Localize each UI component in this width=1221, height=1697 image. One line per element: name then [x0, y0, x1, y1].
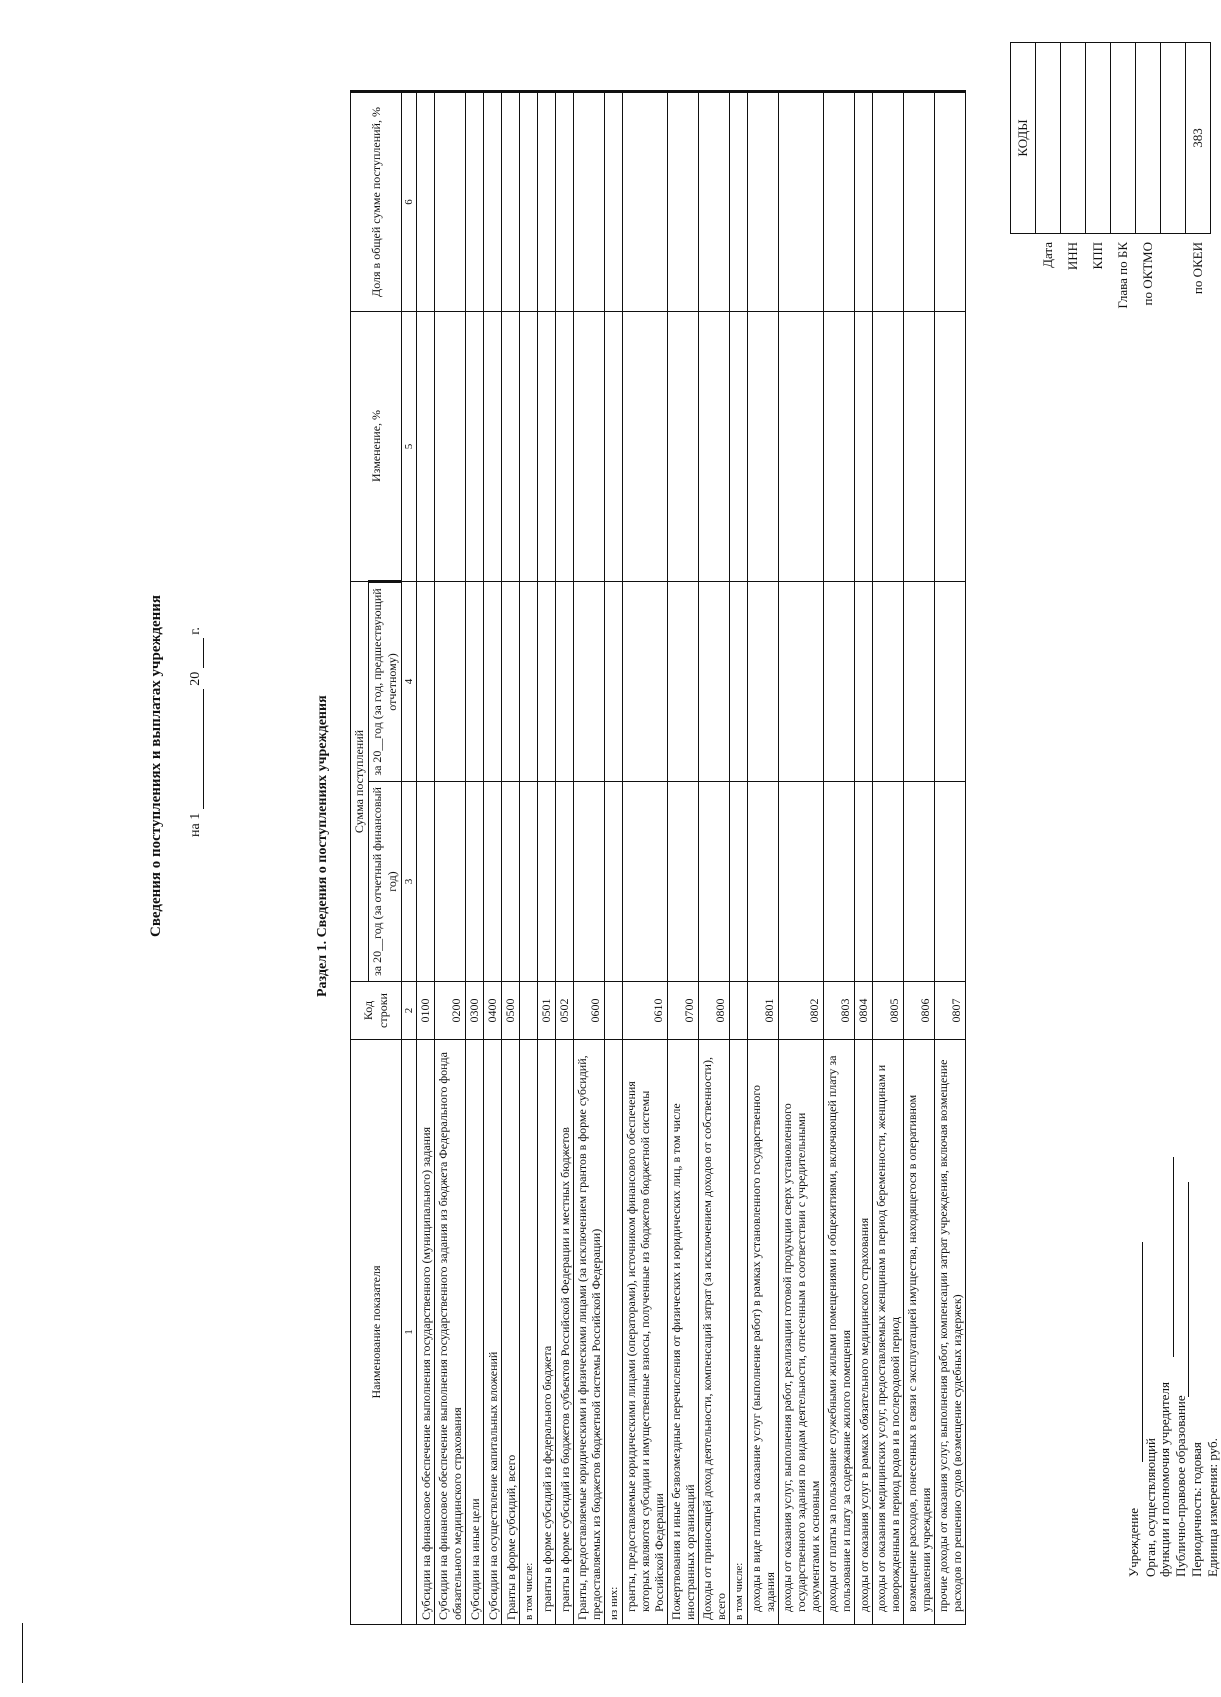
sum-current-cell[interactable]	[904, 782, 935, 982]
sum-previous-cell[interactable]	[779, 582, 824, 782]
change-cell[interactable]	[699, 312, 730, 582]
change-cell[interactable]	[502, 312, 520, 582]
share-cell[interactable]	[699, 92, 730, 312]
table-row	[520, 92, 538, 1625]
sum-current-cell[interactable]	[779, 782, 824, 982]
table-row	[668, 92, 699, 1625]
sum-current-cell[interactable]	[484, 782, 502, 982]
code-label: ИНН	[1065, 242, 1080, 271]
field-authority-2: функции и полномочия учредителя	[1157, 1382, 1172, 1577]
form-title: Сведения о поступлениях и выплатах учреждения	[148, 594, 164, 937]
sum-current-cell[interactable]	[935, 782, 966, 982]
row-code	[730, 982, 748, 1040]
col-number: 1	[402, 1040, 417, 1625]
code-label: по ОКЕИ	[1190, 242, 1205, 295]
year-prefix: 20	[188, 671, 203, 686]
change-cell[interactable]	[623, 312, 668, 582]
col-name-header: Наименование показателя	[351, 1040, 402, 1625]
sum-previous-cell[interactable]	[605, 582, 623, 782]
row-code: 0807	[935, 982, 966, 1040]
sum-previous-cell[interactable]	[668, 582, 699, 782]
sum-previous-cell[interactable]	[520, 582, 538, 782]
sum-previous-cell[interactable]	[730, 582, 748, 782]
share-cell[interactable]	[556, 92, 574, 312]
col-change-header: Изменение, %	[351, 312, 402, 582]
row-name: доходы от оказания медицинских услуг, предоставляемых женщинам в период беременности, женщинам и новорожденным в период родов и в послеродовой период	[873, 1040, 904, 1625]
change-cell[interactable]	[855, 312, 873, 582]
col-number: 6	[402, 92, 417, 312]
share-cell[interactable]	[873, 92, 904, 312]
date-suffix: г.	[188, 627, 203, 635]
row-code: 0500	[502, 982, 520, 1040]
code-value[interactable]	[1111, 43, 1136, 234]
sum-previous-cell[interactable]	[824, 582, 855, 782]
sum-current-cell[interactable]	[417, 782, 435, 982]
table-row	[538, 92, 556, 1625]
row-code: 0300	[466, 982, 484, 1040]
share-cell[interactable]	[574, 92, 605, 312]
field-authority: Орган, осуществляющий	[1143, 1438, 1158, 1577]
share-cell[interactable]	[520, 92, 538, 312]
row-name: доходы от оказания услуг в рамках обязательного медицинского страхования	[855, 1040, 873, 1625]
share-cell[interactable]	[435, 92, 466, 312]
table-row	[904, 92, 935, 1625]
sum-current-cell[interactable]	[699, 782, 730, 982]
col-sum-current-header: за 20__год (за отчетный финансовый год)	[369, 782, 402, 982]
share-cell[interactable]	[623, 92, 668, 312]
code-value[interactable]	[1086, 43, 1111, 234]
row-code: 0801	[748, 982, 779, 1040]
col-number: 4	[402, 582, 417, 782]
sum-previous-cell[interactable]	[502, 582, 520, 782]
share-cell[interactable]	[484, 92, 502, 312]
share-cell[interactable]	[855, 92, 873, 312]
change-cell[interactable]	[574, 312, 605, 582]
sum-previous-cell[interactable]	[748, 582, 779, 782]
change-cell[interactable]	[605, 312, 623, 582]
sum-previous-cell[interactable]	[538, 582, 556, 782]
change-cell[interactable]	[904, 312, 935, 582]
row-name: прочие доходы от оказания услуг, выполнения работ, компенсации затрат учреждения, включая возмещение расходов по решению судов (возмещение судебных издержек)	[935, 1040, 966, 1625]
sum-current-cell[interactable]	[855, 782, 873, 982]
row-code: 0501	[538, 982, 556, 1040]
share-cell[interactable]	[538, 92, 556, 312]
codes-box	[1010, 42, 1211, 342]
row-name: Гранты, предоставляемые юридическими и физическими лицами (за исключением грантов в форме субсидий, предоставляемых из бюджетов бюджетной системы Российской Федерации)	[574, 1040, 605, 1625]
sum-current-cell[interactable]	[538, 782, 556, 982]
change-cell[interactable]	[466, 312, 484, 582]
sum-previous-cell[interactable]	[466, 582, 484, 782]
codes-heading: КОДЫ	[1011, 43, 1036, 234]
row-code: 0800	[699, 982, 730, 1040]
row-code	[520, 982, 538, 1040]
field-unit: Единица измерения: руб.	[1205, 1438, 1220, 1577]
col-number: 3	[402, 782, 417, 982]
col-sum-previous-header: за 20__год (за год, предшествующий отчетному)	[369, 582, 402, 782]
row-code: 0400	[484, 982, 502, 1040]
row-code: 0802	[779, 982, 824, 1040]
sum-current-cell[interactable]	[873, 782, 904, 982]
row-name: Субсидии на финансовое обеспечение выполнения государственного (муниципального) задания	[417, 1040, 435, 1625]
col-code-header: Код строки	[351, 982, 402, 1040]
row-name: возмещение расходов, понесенных в связи с эксплуатацией имущества, находящегося в оперативном управлении учреждения	[904, 1040, 935, 1625]
row-code: 0600	[574, 982, 605, 1040]
code-value[interactable]	[1136, 43, 1161, 234]
share-cell[interactable]	[502, 92, 520, 312]
row-code: 0805	[873, 982, 904, 1040]
field-public-entity: Публично-правовое образование	[1173, 1395, 1188, 1577]
code-label: Дата	[1040, 242, 1055, 268]
row-name: Доходы от приносящей доход деятельности, компенсаций затрат (за исключением доходов от собственности), всего	[699, 1040, 730, 1625]
col-share-header: Доля в общей сумме поступлений, %	[351, 92, 402, 312]
change-cell[interactable]	[935, 312, 966, 582]
receipts-table	[350, 90, 966, 1625]
code-label: КПП	[1090, 242, 1105, 270]
sum-current-cell[interactable]	[435, 782, 466, 982]
sum-current-cell[interactable]	[668, 782, 699, 982]
date-prefix: на 1	[188, 812, 203, 837]
change-cell[interactable]	[417, 312, 435, 582]
row-code: 0502	[556, 982, 574, 1040]
share-cell[interactable]	[668, 92, 699, 312]
change-cell[interactable]	[779, 312, 824, 582]
section-title: Раздел 1. Сведения о поступлениях учреждения	[315, 695, 330, 997]
sum-previous-cell[interactable]	[435, 582, 466, 782]
code-label: по ОКТМО	[1140, 242, 1155, 306]
share-cell[interactable]	[824, 92, 855, 312]
table-row	[605, 92, 623, 1625]
change-cell[interactable]	[668, 312, 699, 582]
table-row	[730, 92, 748, 1625]
change-cell[interactable]	[873, 312, 904, 582]
table-row	[466, 92, 484, 1625]
row-name: гранты в форме субсидий из федерального бюджета	[538, 1040, 556, 1625]
sum-previous-cell[interactable]	[873, 582, 904, 782]
change-cell[interactable]	[538, 312, 556, 582]
field-periodicity: Периодичность: годовая	[1189, 1442, 1204, 1577]
row-name: Гранты в форме субсидий, всего	[502, 1040, 520, 1625]
row-code: 0803	[824, 982, 855, 1040]
sum-previous-cell[interactable]	[556, 582, 574, 782]
sum-current-cell[interactable]	[748, 782, 779, 982]
share-cell[interactable]	[605, 92, 623, 312]
row-name: Субсидии на финансовое обеспечение выполнения государственного задания из бюджета Федерального фонда обязательного медицинского страхования	[435, 1040, 466, 1625]
field-institution: Учреждение	[1126, 1507, 1141, 1577]
row-name: в том числе:	[730, 1040, 748, 1625]
table-row	[855, 92, 873, 1625]
table-row	[699, 92, 730, 1625]
share-cell[interactable]	[935, 92, 966, 312]
sum-current-cell[interactable]	[824, 782, 855, 982]
code-value[interactable]	[1036, 43, 1061, 234]
share-cell[interactable]	[730, 92, 748, 312]
sum-previous-cell[interactable]	[417, 582, 435, 782]
code-value[interactable]: 383	[1186, 43, 1211, 234]
sum-previous-cell[interactable]	[935, 582, 966, 782]
table-row	[935, 92, 966, 1625]
sum-previous-cell[interactable]	[855, 582, 873, 782]
row-code: 0610	[623, 982, 668, 1040]
sum-previous-cell[interactable]	[623, 582, 668, 782]
share-cell[interactable]	[904, 92, 935, 312]
sum-current-cell[interactable]	[730, 782, 748, 982]
row-name: гранты в форме субсидий из бюджетов субъектов Российской Федерации и местных бюджетов	[556, 1040, 574, 1625]
row-code: 0806	[904, 982, 935, 1040]
row-name: доходы от платы за пользование служебными жилыми помещениями и общежитиями, включающей плату за пользование и плату за содержание жилого помещения	[824, 1040, 855, 1625]
row-name: Субсидии на иные цели	[466, 1040, 484, 1625]
table-row	[502, 92, 520, 1625]
sum-current-cell[interactable]	[605, 782, 623, 982]
sum-current-cell[interactable]	[623, 782, 668, 982]
share-cell[interactable]	[748, 92, 779, 312]
sum-current-cell[interactable]	[466, 782, 484, 982]
change-cell[interactable]	[748, 312, 779, 582]
col-number: 2	[402, 982, 417, 1040]
row-name: доходы от оказания услуг, выполнения работ, реализации готовой продукции сверх установленного государственного задания по видам деятельности, отнесенным в соответствии с учредительными документами к основным	[779, 1040, 824, 1625]
row-code: 0700	[668, 982, 699, 1040]
sum-current-cell[interactable]	[574, 782, 605, 982]
table-row	[574, 92, 605, 1625]
sum-previous-cell[interactable]	[699, 582, 730, 782]
row-code	[605, 982, 623, 1040]
code-label: Глава по БК	[1115, 242, 1130, 309]
table-row	[873, 92, 904, 1625]
sum-previous-cell[interactable]	[484, 582, 502, 782]
table-row	[484, 92, 502, 1625]
table-row	[748, 92, 779, 1625]
share-cell[interactable]	[466, 92, 484, 312]
change-cell[interactable]	[556, 312, 574, 582]
sum-previous-cell[interactable]	[574, 582, 605, 782]
table-row	[417, 92, 435, 1625]
share-cell[interactable]	[417, 92, 435, 312]
col-sum-group-header: Сумма поступлений	[351, 582, 369, 982]
row-name: из них:	[605, 1040, 623, 1625]
code-label	[1161, 234, 1186, 343]
change-cell[interactable]	[730, 312, 748, 582]
table-row	[556, 92, 574, 1625]
col-number: 5	[402, 312, 417, 582]
change-cell[interactable]	[435, 312, 466, 582]
code-value[interactable]	[1061, 43, 1086, 234]
codes-spacer	[1011, 234, 1036, 343]
sum-current-cell[interactable]	[502, 782, 520, 982]
table-row	[824, 92, 855, 1625]
row-code: 0100	[417, 982, 435, 1040]
table-row	[435, 92, 466, 1625]
table-row	[779, 92, 824, 1625]
row-name: Пожертвования и иные безвозмездные перечисления от физических и юридических лиц, в том числе иностранных организаций	[668, 1040, 699, 1625]
row-name: Субсидии на осуществление капитальных вложений	[484, 1040, 502, 1625]
change-cell[interactable]	[520, 312, 538, 582]
sum-current-cell[interactable]	[520, 782, 538, 982]
sum-current-cell[interactable]	[556, 782, 574, 982]
code-value[interactable]	[1161, 43, 1186, 234]
change-cell[interactable]	[824, 312, 855, 582]
table-row	[623, 92, 668, 1625]
row-name: гранты, предоставляемые юридическими лицами (операторами), источником финансового обеспечения которых являются субсидии и имущественные взносы, полученные из бюджетов бюджетной системы Российской Федерации	[623, 1040, 668, 1625]
row-name: доходы в виде платы за оказание услуг (выполнение работ) в рамках установленного государственного задания	[748, 1040, 779, 1625]
row-code: 0200	[435, 982, 466, 1040]
share-cell[interactable]	[779, 92, 824, 312]
change-cell[interactable]	[484, 312, 502, 582]
sum-previous-cell[interactable]	[904, 582, 935, 782]
row-code: 0804	[855, 982, 873, 1040]
row-name: в том числе:	[520, 1040, 538, 1625]
